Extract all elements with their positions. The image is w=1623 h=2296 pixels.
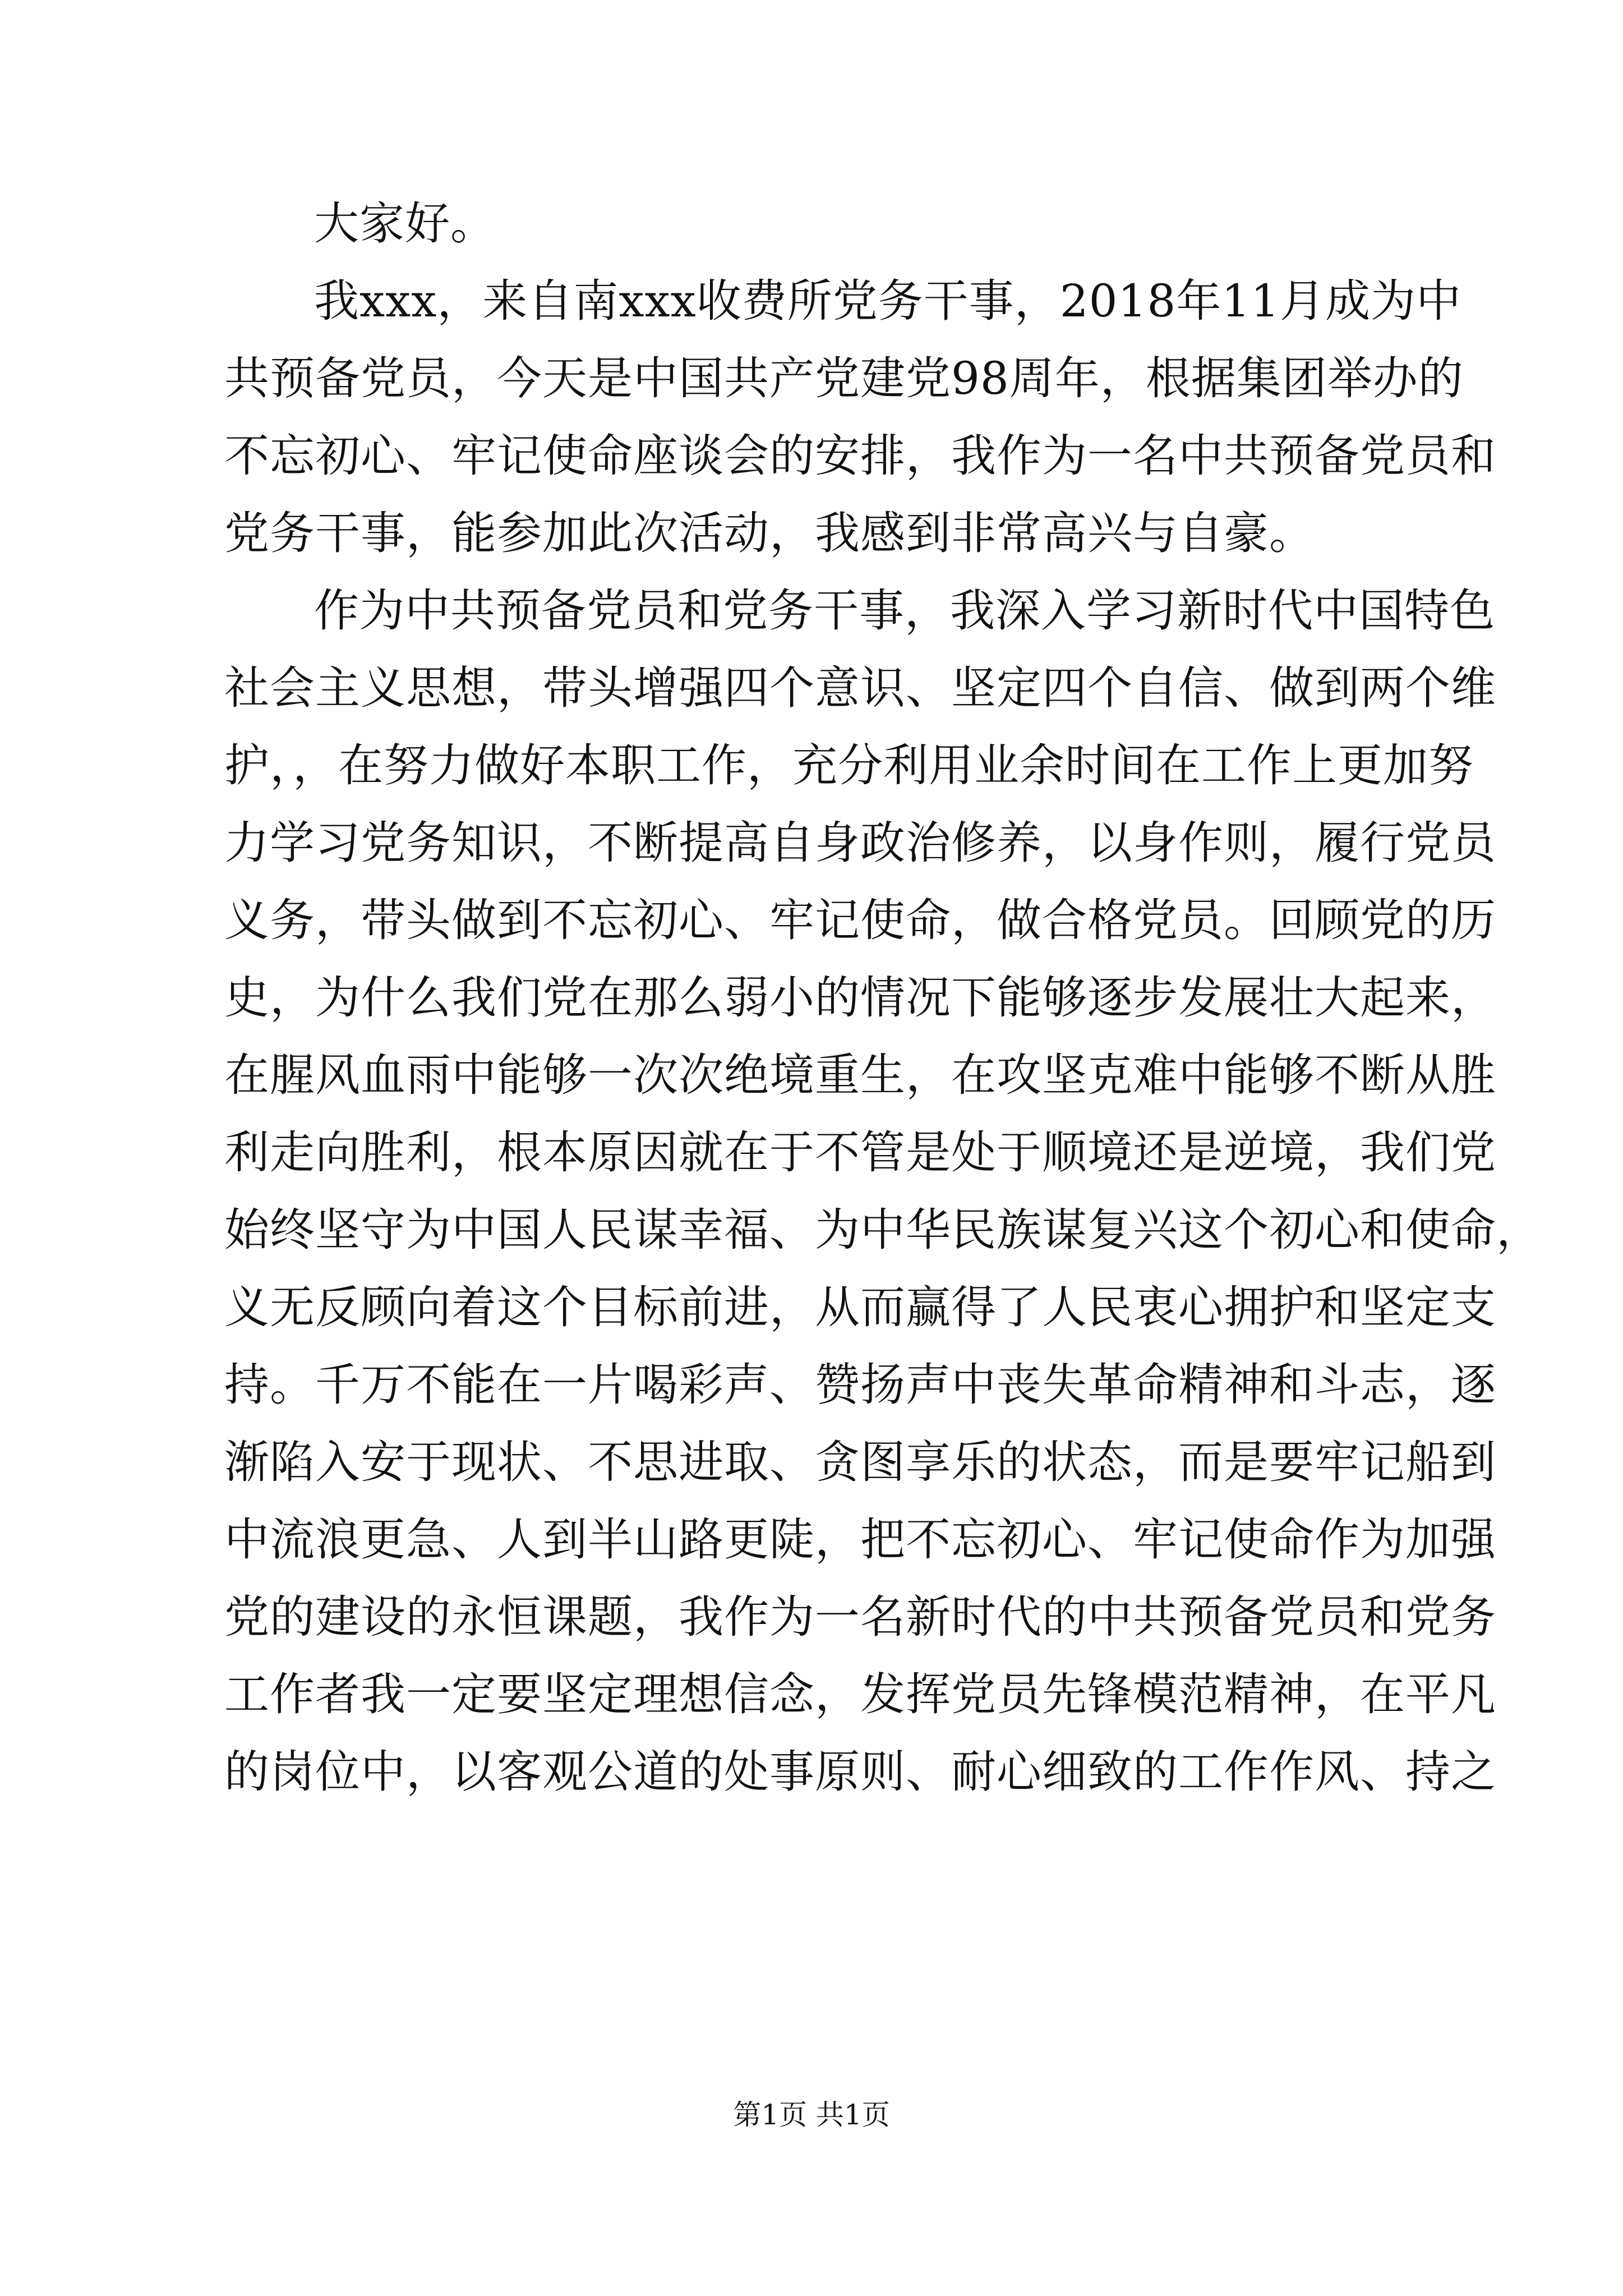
paragraph-line: 社会主义思想，带头增强四个意识、坚定四个自信、做到两个维 [224, 662, 1496, 714]
paragraph-line: 在腥风血雨中能够一次次绝境重生，在攻坚克难中能够不断从胜 [224, 1049, 1496, 1101]
document-body [224, 185, 1542, 1811]
paragraph-line: 史，为什么我们党在那么弱小的情况下能够逐步发展壮大起来， [224, 972, 1496, 1024]
paragraph-line: 党的建设的永恒课题，我作为一名新时代的中共预备党员和党务 [224, 1591, 1496, 1643]
paragraph-line: 不忘初心、牢记使命座谈会的安排，我作为一名中共预备党员和 [224, 430, 1496, 482]
paragraph-line: 义无反顾向着这个目标前进，从而赢得了人民衷心拥护和坚定支 [224, 1281, 1496, 1333]
paragraph-line: 渐陷入安于现状、不思进取、贪图享乐的状态，而是要牢记船到 [224, 1436, 1496, 1488]
paragraph-line: 护，，在努力做好本职工作，充分利用业余时间在工作上更加努 [224, 739, 1474, 792]
paragraph-line: 工作者我一定要坚定理想信念，发挥党员先锋模范精神，在平凡 [224, 1668, 1496, 1720]
paragraph-line: 的岗位中，以客观公道的处事原则、耐心细致的工作作风、持之 [224, 1746, 1496, 1798]
paragraph-line: 中流浪更急、人到半山路更陡，把不忘初心、牢记使命作为加强 [224, 1513, 1496, 1566]
paragraph-line: 义务，带头做到不忘初心、牢记使命，做合格党员。回顾党的历 [224, 894, 1496, 946]
page-indicator: 第1页 共1页 [733, 2099, 890, 2131]
paragraph-line: 党务干事，能参加此次活动，我感到非常高兴与自豪。 [224, 507, 1315, 559]
page-footer [0, 2098, 1623, 2132]
paragraph-line: 作为中共预备党员和党务干事，我深入学习新时代中国特色 [314, 585, 1495, 637]
paragraph-line: 利走向胜利，根本原因就在于不管是处于顺境还是逆境，我们党 [224, 1126, 1496, 1179]
greeting-line: 大家好。 [314, 197, 496, 250]
paragraph-line: 共预备党员，今天是中国共产党建党98周年，根据集团举办的 [224, 352, 1464, 404]
paragraph-line: 始终坚守为中国人民谋幸福、为中华民族谋复兴这个初心和使命， [224, 1204, 1542, 1256]
paragraph-line: 力学习党务知识，不断提高自身政治修养，以身作则，履行党员 [224, 817, 1496, 869]
paragraph-line: 持。千万不能在一片喝彩声、赞扬声中丧失革命精神和斗志，逐 [224, 1359, 1496, 1411]
paragraph-line: 我xxx，来自南xxx收费所党务干事，2018年11月成为中 [314, 275, 1462, 327]
